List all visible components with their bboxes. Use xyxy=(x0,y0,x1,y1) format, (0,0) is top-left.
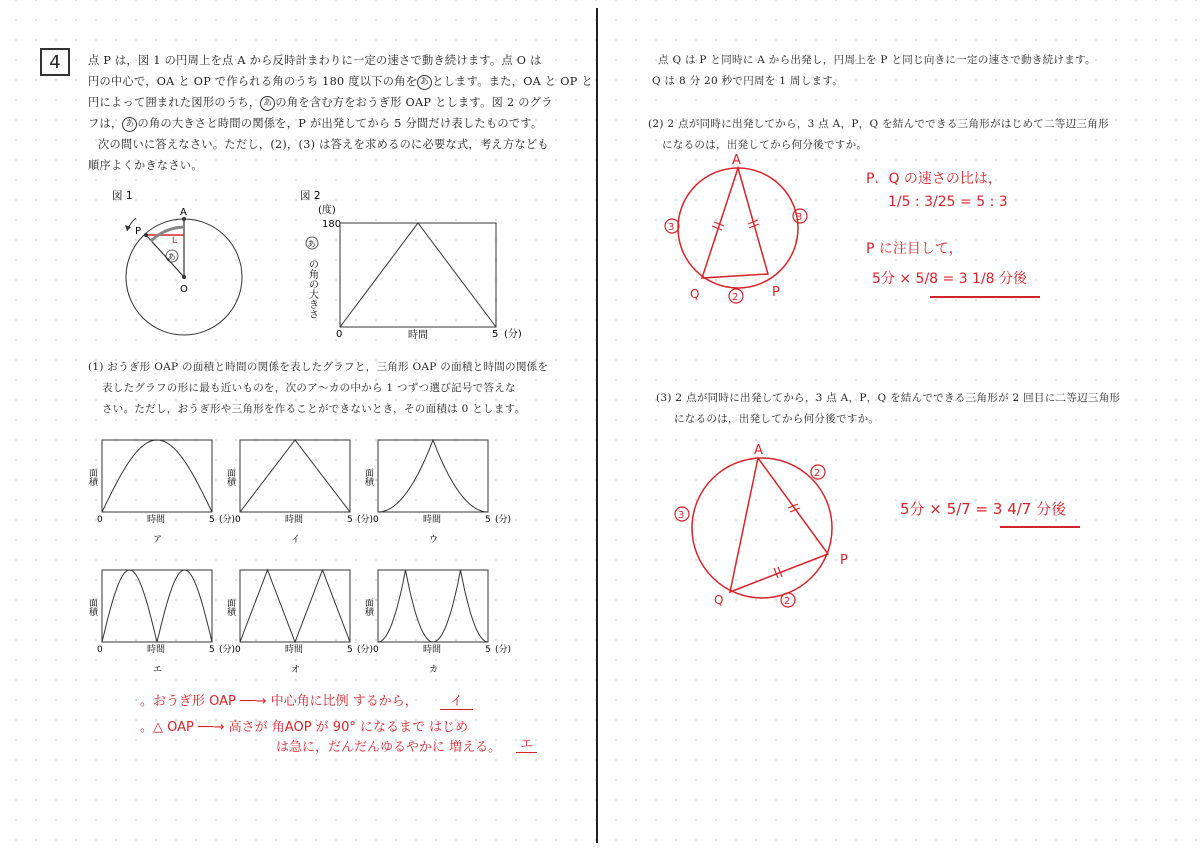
q2-label-p: P xyxy=(772,285,780,300)
option-y-label: 面積 xyxy=(225,598,235,616)
option-x-unit: (分) xyxy=(219,515,236,525)
right-intro-line-2: Q は 8 分 20 秒で円周を 1 周します。 xyxy=(652,75,844,87)
question-3 xyxy=(656,388,1120,430)
fig1-arrow-head xyxy=(125,225,131,231)
option-x-label: 時間 xyxy=(423,515,442,525)
page-divider xyxy=(596,8,598,843)
option-y-label: 面積 xyxy=(363,468,373,486)
note-q1-line-2: 。△ OAP ──→ 高さが 角AOP が 90° になるまで はじめ xyxy=(140,720,469,735)
q2-diagram xyxy=(660,150,820,310)
option-letter: ウ xyxy=(429,535,439,545)
q2-ratio-title: P．Q の速さの比は， xyxy=(866,171,1002,187)
q3-arc-bottom: 2 xyxy=(784,596,791,607)
intro-line-2: 円の中心で，OA と OP で作られる角のうち 180 度以下の角を あ とします。また，OA と OP と xyxy=(88,75,593,88)
option-graph-2 xyxy=(225,438,380,550)
fig2-title: 図 2 xyxy=(300,190,321,202)
q2-ratio-expr: 1/5 : 3/25 = 5 : 3 xyxy=(888,194,1008,210)
angle-symbol: あ xyxy=(260,96,275,111)
option-graph-4 xyxy=(87,568,242,680)
fig2-frame xyxy=(340,223,496,327)
option-letter: ア xyxy=(153,535,163,545)
fig1-label-o: O xyxy=(180,284,188,295)
option-origin: 0 xyxy=(97,515,103,525)
option-letter: エ xyxy=(153,665,163,675)
option-curve xyxy=(102,440,212,512)
option-graph-6 xyxy=(363,568,518,680)
q2-label-q: Q xyxy=(690,287,700,301)
option-y-label: 面積 xyxy=(363,598,373,616)
option-frame xyxy=(240,440,350,512)
option-letter: カ xyxy=(429,665,439,675)
q3-label-q: Q xyxy=(714,593,724,607)
fig2-x-label: 時間 xyxy=(408,330,428,341)
intro-line-5: 次の問いに答えなさい。ただし，(2)，(3) は答えを求めるのに必要な式，考え方なども xyxy=(98,138,549,151)
note-q1-answer-1: イ xyxy=(440,690,473,710)
option-graph-3 xyxy=(363,438,518,550)
fig1-point-o xyxy=(182,275,186,279)
q3-diagram xyxy=(670,440,860,620)
fig2-origin: 0 xyxy=(336,329,343,340)
q2-arc-bottom: 2 xyxy=(732,292,739,303)
q2-line-2: になるのは，出発してから何分後ですか。 xyxy=(662,139,868,151)
option-curve xyxy=(102,570,212,642)
fig1-label-a: A xyxy=(180,207,187,218)
option-y-label: 面積 xyxy=(225,468,235,486)
option-frame xyxy=(378,570,488,642)
problem-intro xyxy=(88,50,593,176)
option-x-unit: (分) xyxy=(495,515,512,525)
fig2-x-max: 5 xyxy=(492,329,499,340)
option-y-label: 面積 xyxy=(87,598,97,616)
intro-line-6: 順序よくかきなさい。 xyxy=(88,159,203,172)
q2-answer-underline xyxy=(930,296,1040,298)
right-intro xyxy=(638,50,1096,92)
option-origin: 0 xyxy=(235,645,241,655)
option-x-max: 5 xyxy=(485,515,491,525)
q2-line-1: (2) 2 点が同時に出発してから，3 点 A，P，Q を結んでできる三角形がはじめて二等辺三角形 xyxy=(648,118,1109,130)
option-letter: イ xyxy=(291,535,301,545)
option-x-label: 時間 xyxy=(285,515,304,525)
intro-line-4: フは， あ の角の大きさと時間の関係を，P が出発してから 5 分間だけ表したものです。 xyxy=(88,117,543,130)
intro-line-3: 円によって囲まれた図形のうち， あ の角を含む方をおうぎ形 OAP とします。図 2 のグラ xyxy=(88,96,553,109)
fig2-y-max: 180 xyxy=(322,219,342,230)
q2-arc-left: 3 xyxy=(668,222,675,233)
q2-focus: P に注目して， xyxy=(866,241,963,257)
problem-number-box xyxy=(40,48,70,76)
q2-label-a: A xyxy=(732,153,741,168)
option-x-unit: (分) xyxy=(495,645,512,655)
option-x-label: 時間 xyxy=(285,645,304,655)
option-graph-5 xyxy=(225,568,380,680)
q3-label-p: P xyxy=(840,553,848,568)
option-frame xyxy=(378,440,488,512)
option-frame xyxy=(240,570,350,642)
problem-number: 4 xyxy=(49,51,61,73)
option-x-label: 時間 xyxy=(147,645,166,655)
note-q1-answer-2: エ xyxy=(516,733,537,753)
option-x-max: 5 xyxy=(485,645,491,655)
q1-line-1: (1) おうぎ形 OAP の面積と時間の関係を表したグラフと，三角形 OAP の面積と時間の関係を xyxy=(88,361,549,373)
fig2-angle-mark: あ xyxy=(307,239,316,249)
option-curve xyxy=(240,440,350,512)
option-y-label: 面積 xyxy=(87,468,97,486)
q2-answer: 5分 × 5/8 = 3 1/8 分後 xyxy=(872,271,1028,287)
option-x-unit: (分) xyxy=(357,645,374,655)
fig1-angle-mark: あ xyxy=(167,252,176,262)
option-x-unit: (分) xyxy=(219,645,236,655)
note-q1-line-1: 。おうぎ形 OAP ──→ 中心角に比例 するから， イ xyxy=(140,690,473,710)
fig1-label-p: P xyxy=(135,226,142,237)
option-origin: 0 xyxy=(373,645,379,655)
option-origin: 0 xyxy=(373,515,379,525)
fig1-point-p xyxy=(144,233,148,237)
option-x-max: 5 xyxy=(347,515,353,525)
angle-symbol: あ xyxy=(122,117,137,132)
fig2-graph-line xyxy=(340,223,496,327)
intro-line-1: 点 P は，図 1 の円周上を点 A から反時計まわりに一定の速さで動き続けます。点 O は xyxy=(88,54,542,67)
option-curve xyxy=(378,570,488,642)
q3-line-2: になるのは，出発してから何分後ですか。 xyxy=(674,413,880,425)
question-1 xyxy=(88,357,548,420)
q3-label-a: A xyxy=(754,443,763,458)
option-frame xyxy=(102,440,212,512)
option-x-max: 5 xyxy=(209,645,215,655)
fig1-arc-shade xyxy=(151,227,184,241)
option-x-label: 時間 xyxy=(423,645,442,655)
q1-line-3: さい。ただし，おうぎ形や三角形を作ることができないとき，その面積は 0 とします。 xyxy=(102,403,526,415)
q3-line-1: (3) 2 点が同時に出発してから，3 点 A，P，Q を結んでできる三角形が 2 回目に二等辺三角形 xyxy=(656,392,1121,404)
fig2-unit: (度) xyxy=(318,205,336,216)
option-x-max: 5 xyxy=(209,515,215,525)
fig1-red-mark: L xyxy=(172,236,178,246)
option-frame xyxy=(102,570,212,642)
q3-arc-left: 3 xyxy=(678,510,685,521)
q2-arc-right: 3 xyxy=(796,212,803,223)
option-letter: オ xyxy=(291,665,301,675)
angle-symbol: あ xyxy=(417,75,432,90)
note-q1-line-3: は急に，だんだんゆるやかに 増える。 xyxy=(276,740,502,755)
option-x-unit: (分) xyxy=(357,515,374,525)
option-x-max: 5 xyxy=(347,645,353,655)
option-graph-1 xyxy=(87,438,242,550)
option-origin: 0 xyxy=(235,515,241,525)
fig2-y-label: の角の大きさ xyxy=(306,259,318,319)
figure-1 xyxy=(100,185,270,335)
fig2-x-unit: (分) xyxy=(504,329,522,340)
option-x-label: 時間 xyxy=(147,515,166,525)
q1-line-2: 表したグラフの形に最も近いものを，次のア～カの中から 1 つずつ選び記号で答えな xyxy=(102,382,516,394)
option-curve xyxy=(240,570,350,642)
fig1-title: 図 1 xyxy=(112,190,133,202)
right-intro-line-1: 点 Q は P と同時に A から出発し，円周上を P と同じ向きに一定の速さで動き続けます。 xyxy=(658,54,1096,66)
figure-2 xyxy=(292,185,532,340)
option-origin: 0 xyxy=(97,645,103,655)
q3-answer-underline xyxy=(1000,526,1080,528)
q3-arc-top-right: 2 xyxy=(814,468,821,479)
option-curve xyxy=(378,440,488,512)
q3-answer: 5分 × 5/7 = 3 4/7 分後 xyxy=(900,500,1067,518)
